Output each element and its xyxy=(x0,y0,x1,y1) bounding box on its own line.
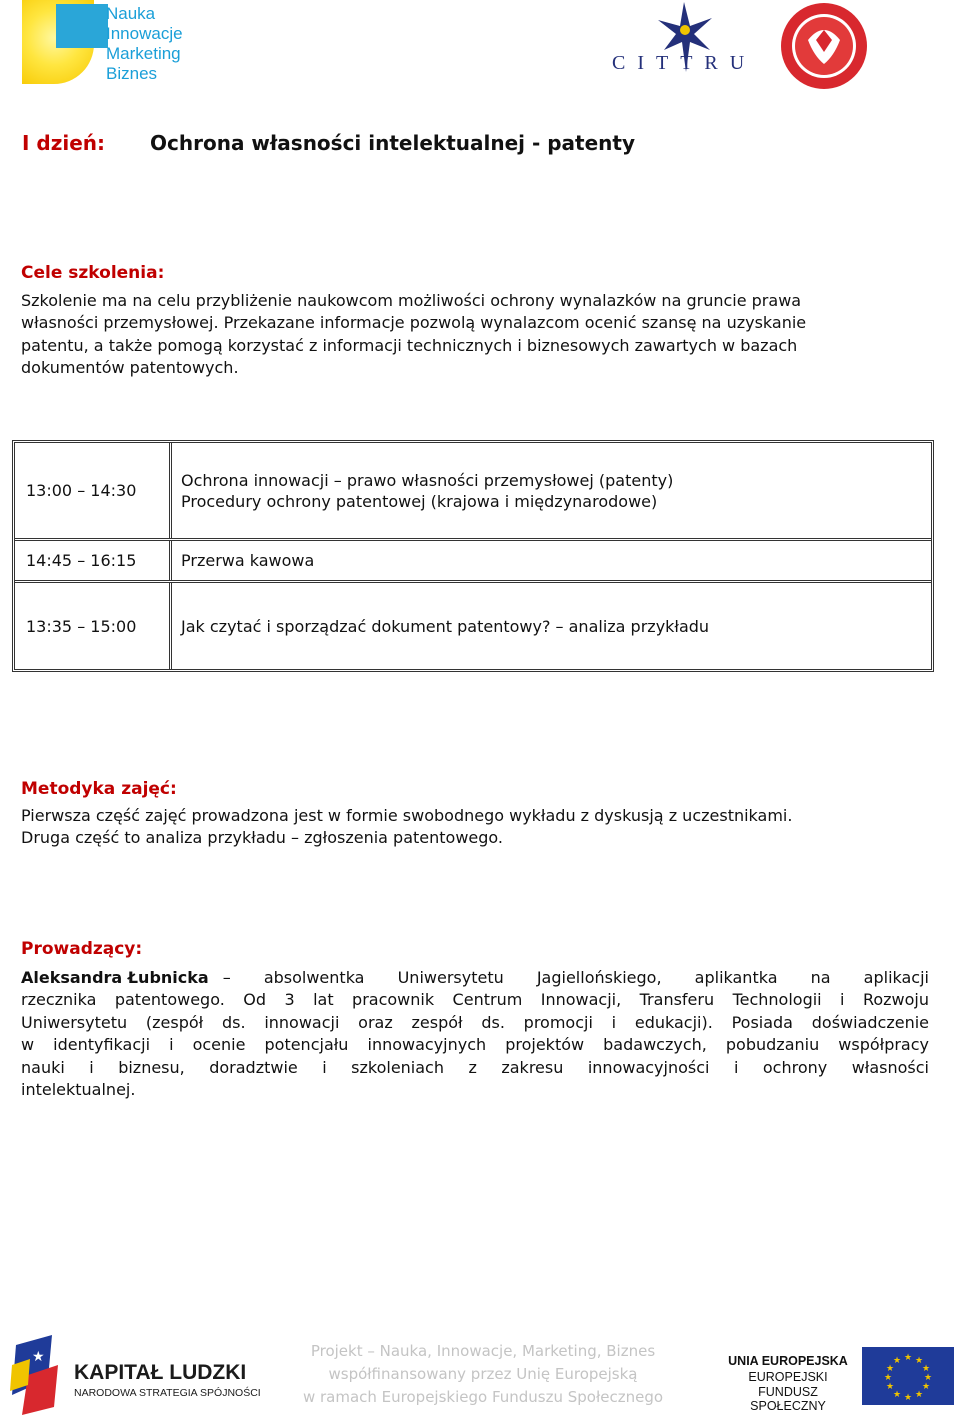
svg-text:★: ★ xyxy=(921,1382,931,1392)
svg-text:★: ★ xyxy=(883,1373,893,1383)
method-heading: Metodyka zajęć: xyxy=(21,779,177,799)
topic-line: Ochrona innowacji – prawo własności przemysłowej (patenty) xyxy=(181,470,674,490)
topic-cell xyxy=(172,583,931,669)
kapital-ludzki-mark-icon xyxy=(8,1335,70,1415)
time-cell: 13:35 – 15:00 xyxy=(15,583,172,669)
svg-text:★: ★ xyxy=(885,1364,895,1374)
kapital-ludzki-subtitle: NARODOWA STRATEGIA SPÓJNOŚCI xyxy=(74,1387,261,1399)
svg-text:★: ★ xyxy=(903,1393,913,1403)
trainer-line: nauki i biznesu, doradztwie i szkoleniach z zakresu innowacyjności i ochrony własności xyxy=(21,1057,929,1077)
blue-square xyxy=(56,4,108,48)
goals-line: Szkolenie ma na celu przybliżenie naukowcom możliwości ochrony wynalazków na gruncie prawa xyxy=(21,291,802,310)
goals-line: patentu, a także pomogą korzystać z informacji technicznych i biznesowych zawartych w bazach xyxy=(21,335,798,355)
goals-line: własności przemysłowej. Przekazane informacje pozwolą wynalazcom ocenić szansę na uzyskanie xyxy=(21,313,807,333)
footer-line: w ramach Europejskiego Funduszu Społecznego xyxy=(302,1388,664,1406)
topic-line: Jak czytać i sporządzać dokument patentowy? – analiza przykładu xyxy=(181,616,710,636)
svg-text:★: ★ xyxy=(885,1382,895,1392)
trainer-name: Aleksandra Łubnicka xyxy=(21,968,209,987)
trainer-line: – absolwentka Uniwersytetu Jagiellońskiego, aplikantka na aplikacji xyxy=(222,968,929,987)
time-cell: 14:45 – 16:15 xyxy=(15,541,172,580)
day-title: Ochrona własności intelektualnej - patenty xyxy=(150,131,635,155)
topic-line: Przerwa kawowa xyxy=(181,551,315,570)
method-paragraph xyxy=(21,805,941,850)
method-line: Pierwsza część zajęć prowadzona jest w formie swobodnego wykładu z dyskusją z uczestnikami. xyxy=(21,806,793,825)
trainer-line: w identyfikacji i ocenie potencjału innowacyjnych projektów badawczych, pobudzaniu współpracy xyxy=(21,1035,929,1055)
footer-project-info xyxy=(290,1340,676,1409)
kapital-ludzki-logo xyxy=(8,1335,268,1415)
svg-text:★: ★ xyxy=(921,1364,931,1374)
schedule-table xyxy=(12,440,934,672)
eu-flag-icon xyxy=(862,1347,954,1405)
footer-line: współfinansowany przez Unię Europejską xyxy=(328,1365,638,1383)
topic-line: Procedury ochrony patentowej (krajowa i międzynarodowe) xyxy=(181,491,658,511)
trainer-line: intelektualnej. xyxy=(21,1080,136,1100)
cittru-logo-text: CITTRU xyxy=(612,52,757,74)
table-row xyxy=(15,541,931,583)
table-row xyxy=(15,583,931,669)
eu-title: UNIA EUROPEJSKA xyxy=(728,1354,848,1368)
topic-cell xyxy=(172,541,931,580)
footer-line: Projekt – Nauka, Innowacje, Marketing, Biznes xyxy=(310,1342,656,1360)
svg-text:★: ★ xyxy=(923,1373,933,1383)
svg-text:★: ★ xyxy=(32,1349,45,1365)
day-label: I dzień: xyxy=(22,131,106,155)
trainer-line: Uniwersytetu (zespół ds. innowacji oraz zespół ds. promocji i edukacji). Posiada doświadczenie xyxy=(21,1012,929,1032)
time-cell: 13:00 – 14:30 xyxy=(15,443,172,538)
goals-line: dokumentów patentowych. xyxy=(21,358,239,378)
svg-text:★: ★ xyxy=(914,1356,924,1366)
eu-logo xyxy=(722,1345,960,1413)
university-seal-logo xyxy=(778,0,870,92)
svg-text:★: ★ xyxy=(914,1390,924,1400)
eu-line: EUROPEJSKI xyxy=(748,1370,828,1384)
trainer-line: rzecznika patentowego. Od 3 lat pracownik Centrum Innowacji, Transferu Technologii i Rozwoju xyxy=(21,990,929,1010)
svg-text:★: ★ xyxy=(892,1390,902,1400)
cittru-logo xyxy=(612,0,772,86)
seal-icon xyxy=(778,0,870,92)
trainer-first-line xyxy=(21,967,929,989)
table-row xyxy=(15,443,931,541)
eu-line: FUNDUSZ SPOŁECZNY xyxy=(750,1385,826,1413)
goals-heading: Cele szkolenia: xyxy=(21,263,165,283)
svg-text:★: ★ xyxy=(892,1356,902,1366)
trainer-heading: Prowadzący: xyxy=(21,939,143,959)
trainer-paragraph xyxy=(21,967,929,1101)
nimb-logo-text: Nauka Innowacje Marketing Biznes xyxy=(106,4,183,83)
goals-paragraph xyxy=(21,290,941,380)
nimb-logo xyxy=(20,0,210,92)
svg-text:★: ★ xyxy=(903,1353,913,1363)
topic-cell xyxy=(172,443,931,538)
kapital-ludzki-title: KAPITAŁ LUDZKI xyxy=(74,1361,247,1384)
method-line: Druga część to analiza przykładu – zgłoszenia patentowego. xyxy=(21,828,504,848)
